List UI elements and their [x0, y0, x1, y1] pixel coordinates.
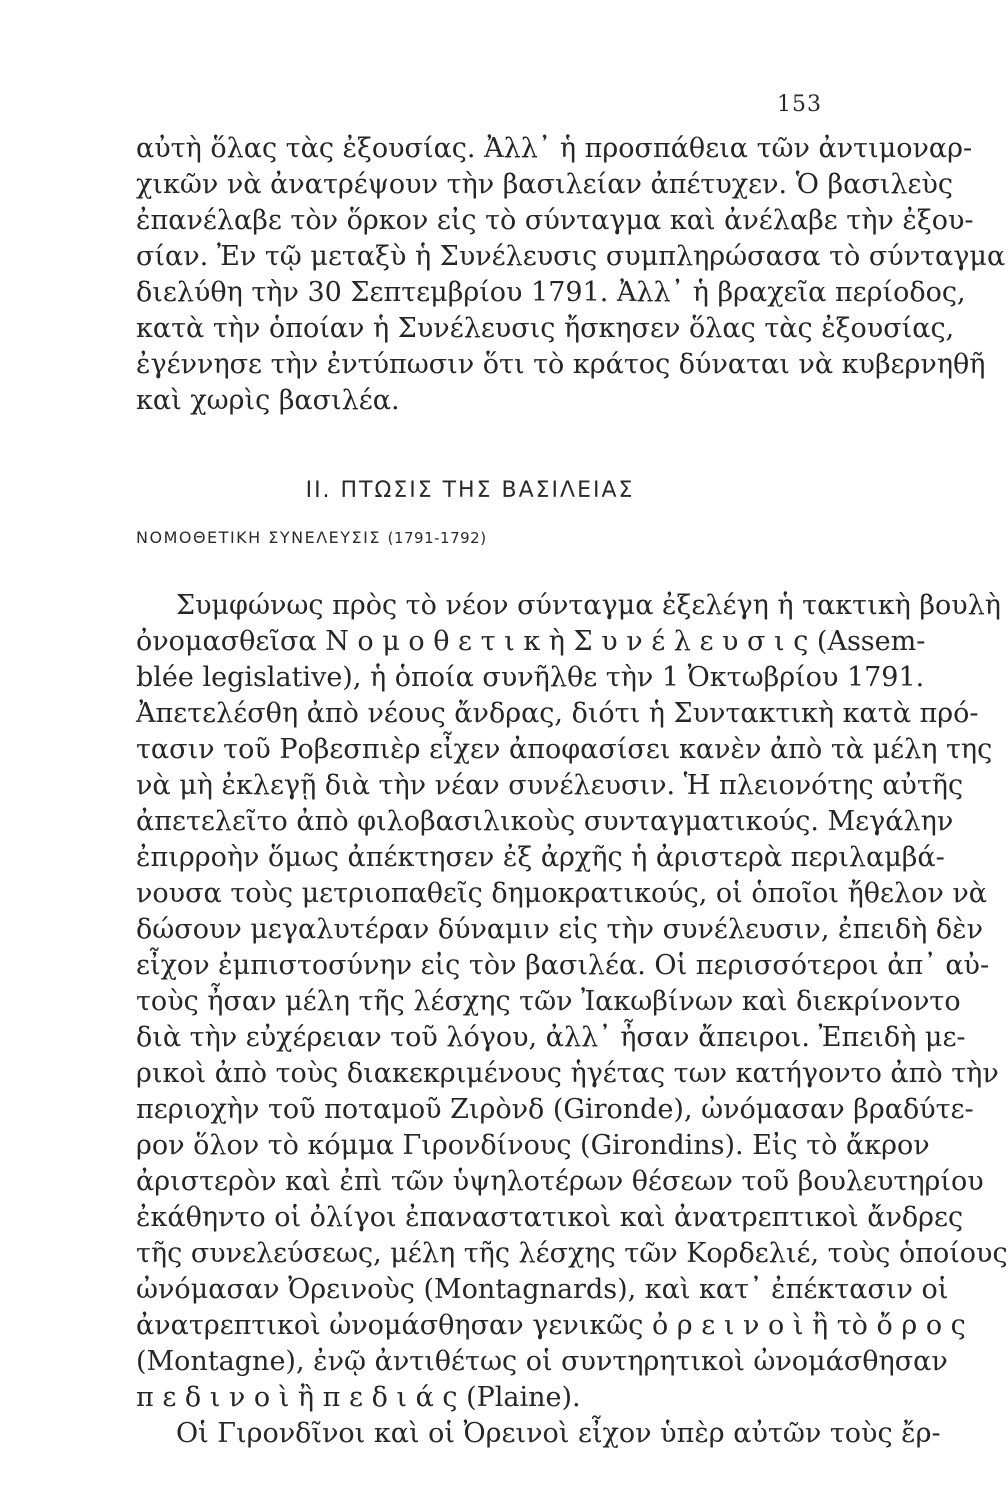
subsection-heading — [136, 528, 487, 547]
text-line: σίαν. Ἐν τῷ μεταξὺ ἡ Συνέλευσις συμπληρώσασα τὸ σύνταγμα — [136, 241, 1006, 272]
subsection-title: ΝΟΜΟΘΕΤΙΚΗ ΣΥΝΕΛΕΥΣΙΣ — [136, 528, 381, 547]
text-line: νὰ μὴ ἐκλεγῇ διὰ τὴν νέαν συνέλευσιν. Ἡ πλειονότης αὐτῆς — [136, 770, 964, 801]
text-line: ἐπιρροὴν ὅμως ἀπέκτησεν ἐξ ἀρχῆς ἡ ἀριστερὰ περιλαμβά- — [136, 842, 945, 873]
text-line: περιοχὴν τοῦ ποταμοῦ Ζιρὸνδ (Gironde), ὠνόμασαν βραδύτε- — [136, 1094, 974, 1125]
text-line: ὀνομασθεῖσα Ν ο μ ο θ ε τ ι κ ὴ Σ υ ν έ λ ε υ σ ι ς (Assem- — [136, 626, 926, 657]
text-line: ἀριστερὸν καὶ ἐπὶ τῶν ὑψηλοτέρων θέσεων τοῦ βουλευτηρίου — [136, 1166, 984, 1197]
text-line: ἐκάθηντο οἱ ὀλίγοι ἐπαναστατικοὶ καὶ ἀνατρεπτικοὶ ἄνδρες — [136, 1202, 964, 1233]
text-line: τασιν τοῦ Ροβεσπιὲρ εἶχεν ἀποφασίσει κανὲν ἀπὸ τὰ μέλη της — [136, 734, 993, 765]
text-line: Οἱ Γιρονδῖνοι καὶ οἱ Ὀρεινοὶ εἶχον ὑπὲρ αὐτῶν τοὺς ἔρ- — [176, 1418, 941, 1449]
text-line: κατὰ τὴν ὁποίαν ἡ Συνέλευσις ἤσκησεν ὅλας τὰς ἐξουσίας, — [136, 313, 955, 344]
text-line: π ε δ ι ν ο ὶ ἢ π ε δ ι ά ς (Plaine). — [136, 1382, 581, 1413]
text-line: διελύθη τὴν 30 Σεπτεμβρίου 1791. Ἀλλ᾽ ἡ βραχεῖα περίοδος, — [136, 277, 966, 308]
text-line: ρον ὅλον τὸ κόμμα Γιρονδίνους (Girondins). Εἰς τὸ ἄκρον — [136, 1130, 930, 1161]
text-line: Συμφώνως πρὸς τὸ νέον σύνταγμα ἐξελέγη ἡ τακτικὴ βουλὴ — [176, 590, 1001, 621]
text-line: ἀπετελεῖτο ἀπὸ φιλοβασιλικοὺς συνταγματικούς. Μεγάλην — [136, 806, 954, 837]
text-line: ρικοὶ ἀπὸ τοὺς διακεκριμένους ἡγέτας των κατήγοντο ἀπὸ τὴν — [136, 1058, 999, 1089]
text-line: ὠνόμασαν Ὀρεινοὺς (Montagnards), καὶ κατ᾽ ἐπέκτασιν οἱ — [136, 1274, 949, 1305]
text-line: εἶχον ἐμπιστοσύνην εἰς τὸν βασιλέα. Οἱ περισσότεροι ἀπ᾽ αὐ- — [136, 950, 990, 981]
text-line: (Montagne), ἐνῷ ἀντιθέτως οἱ συντηρητικοὶ ὠνομάσθησαν — [136, 1346, 948, 1377]
text-line: τοὺς ἦσαν μέλη τῆς λέσχης τῶν Ἰακωβίνων καὶ διεκρίνοντο — [136, 986, 961, 1017]
text-line: ἐπανέλαβε τὸν ὅρκον εἰς τὸ σύνταγμα καὶ ἀνέλαβε τὴν ἐξου- — [136, 205, 974, 236]
text-line: δώσουν μεγαλυτέραν δύναμιν εἰς τὴν συνέλευσιν, ἐπειδὴ δὲν — [136, 914, 983, 945]
subsection-dates: (1791-1792) — [387, 529, 487, 547]
text-line: Ἀπετελέσθη ἀπὸ νέους ἄνδρας, διότι ἡ Συντακτικὴ κατὰ πρό- — [136, 698, 979, 729]
text-line: blée legislative), ἡ ὁποία συνῆλθε τὴν 1 Ὀκτωβρίου 1791. — [136, 662, 925, 693]
section-heading: II. ΠΤΩΣΙΣ ΤΗΣ ΒΑΣΙΛΕΙΑΣ — [305, 478, 635, 503]
text-line: χικῶν νὰ ἀνατρέψουν τὴν βασιλείαν ἀπέτυχεν. Ὁ βασιλεὺς — [136, 169, 953, 200]
text-line: τῆς συνελεύσεως, μέλη τῆς λέσχης τῶν Κορδελιέ, τοὺς ὁποίους — [136, 1238, 1008, 1269]
text-line: διὰ τὴν εὐχέρειαν τοῦ λόγου, ἀλλ᾽ ἦσαν ἄπειροι. Ἐπειδὴ με- — [136, 1022, 966, 1053]
text-line: αὐτὴ ὅλας τὰς ἐξουσίας. Ἀλλ᾽ ἡ προσπάθεια τῶν ἀντιμοναρ- — [136, 133, 973, 164]
text-line: νουσα τοὺς μετριοπαθεῖς δημοκρατικούς, οἱ ὁποῖοι ἤθελον νὰ — [136, 878, 988, 909]
text-line: καὶ χωρὶς βασιλέα. — [136, 385, 400, 416]
text-line: ἐγέννησε τὴν ἐντύπωσιν ὅτι τὸ κράτος δύναται νὰ κυβερνηθῆ — [136, 349, 986, 380]
page-number: 153 — [777, 92, 822, 117]
text-line: ἀνατρεπτικοὶ ὠνομάσθησαν γενικῶς ὀ ρ ε ι ν ο ὶ ἢ τὸ ὄ ρ ο ς — [136, 1310, 966, 1341]
